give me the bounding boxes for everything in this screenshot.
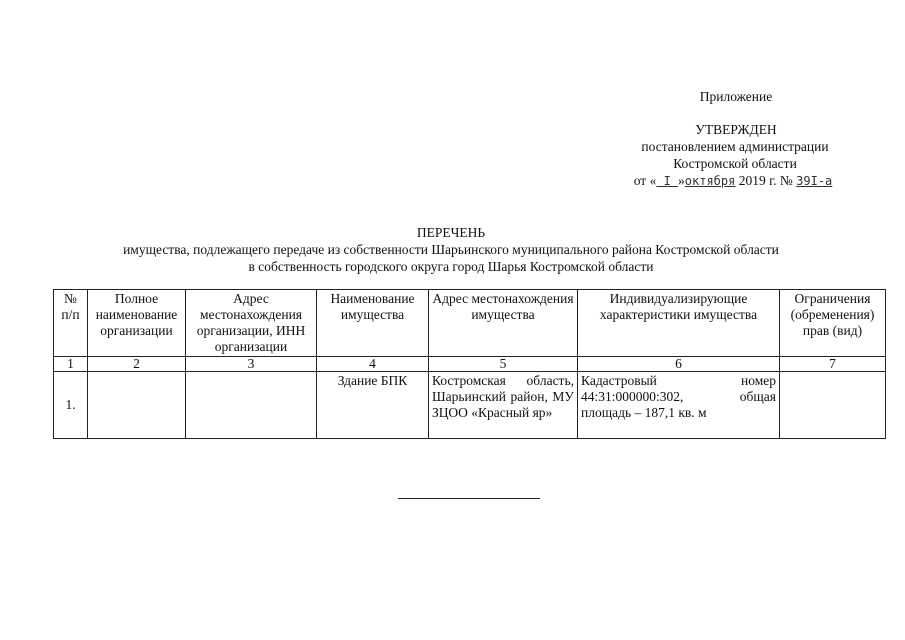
col-header-characteristics: Индивидуализирующие характеристики имущества	[578, 290, 780, 357]
col-number: 4	[317, 357, 429, 372]
title-line1: имущества, подлежащего передаче из собственности Шарьинского муниципального района Костромской области	[123, 242, 779, 257]
property-table	[53, 289, 886, 439]
table-row	[54, 372, 886, 439]
row-property-address: Костромская область, Шарьинский район, МУ ЗЦОО «Красный яр»	[429, 372, 578, 439]
approved-by-line2: Костромской области	[673, 156, 797, 171]
row-org-address	[186, 372, 317, 439]
col-header-number: № п/п	[54, 290, 88, 357]
row-property-name: Здание БПК	[317, 372, 429, 439]
col-number: 3	[186, 357, 317, 372]
col-number: 7	[780, 357, 886, 372]
date-month: октября	[684, 174, 736, 188]
col-header-property-address: Адрес местонахождения имущества	[429, 290, 578, 357]
appendix-label: Приложение	[699, 89, 773, 104]
row-number: 1.	[54, 372, 88, 439]
col-number: 2	[88, 357, 186, 372]
approved-heading: УТВЕРЖДЕН	[695, 122, 777, 137]
col-number: 5	[429, 357, 578, 372]
col-header-org-address: Адрес местонахождения организации, ИНН организации	[186, 290, 317, 357]
signature-line	[398, 498, 540, 499]
table-header-row	[54, 290, 886, 357]
table-number-row	[54, 357, 886, 372]
col-header-org-name: Полное наименование организации	[88, 290, 186, 357]
approval-date-line: от « I »октября 2019 г. № 39I-а	[633, 173, 833, 188]
title-heading: ПЕРЕЧЕНЬ	[416, 225, 486, 240]
date-day: I	[656, 174, 679, 188]
col-header-property-name: Наименование имущества	[317, 290, 429, 357]
col-header-restrictions: Ограничения (обременения) прав (вид)	[780, 290, 886, 357]
row-restrictions	[780, 372, 886, 439]
decree-number: 39I-а	[796, 174, 833, 188]
document-title	[0, 224, 905, 275]
col-number: 6	[578, 357, 780, 372]
col-number: 1	[54, 357, 88, 372]
approval-stamp	[590, 121, 890, 190]
row-characteristics: Кадастровый номер 44:31:000000:302, общая площадь – 187,1 кв. м	[578, 372, 780, 439]
title-line2: в собственность городского округа город Шарья Костромской области	[248, 259, 654, 274]
approved-by-line1: постановлением администрации	[641, 139, 829, 154]
row-org-name	[88, 372, 186, 439]
